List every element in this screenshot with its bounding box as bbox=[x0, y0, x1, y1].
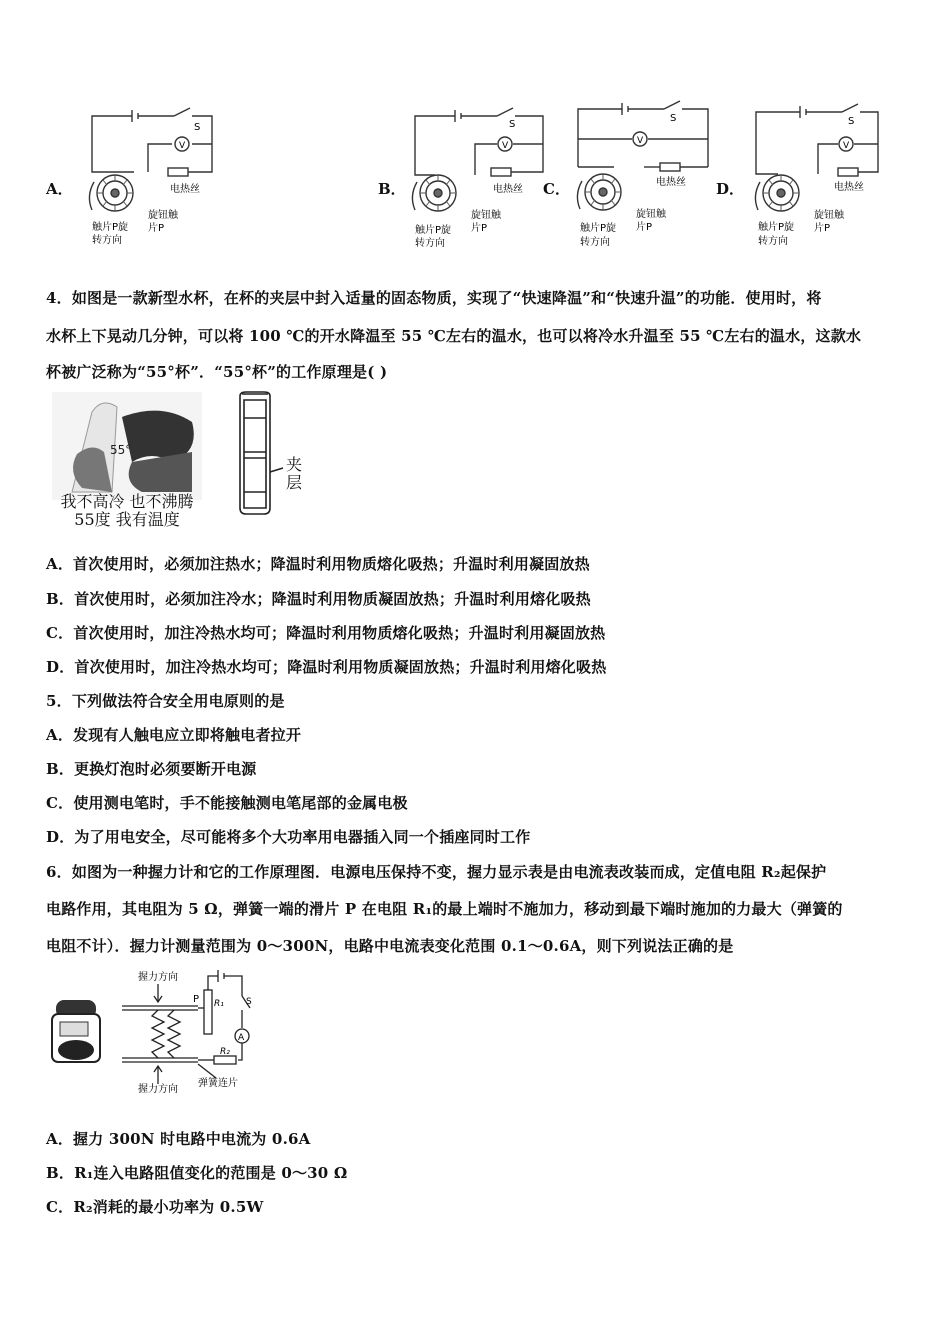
svg-text:片P: 片P bbox=[148, 223, 165, 234]
q6-grip-photo bbox=[46, 994, 106, 1066]
q3-option-b-letter: B． bbox=[378, 180, 406, 198]
q6-option-a[interactable]: A．握力 300N 时电路中电流为 0.6A bbox=[46, 1130, 311, 1148]
q4-photo-caption-1: 我不高冷 也不沸腾 bbox=[60, 492, 194, 511]
svg-text:电热丝: 电热丝 bbox=[656, 177, 686, 188]
svg-text:V: V bbox=[637, 136, 644, 146]
q4-stem-line-1: 4．如图是一款新型水杯，在杯的夹层中封入适量的固态物质，实现了“快速降温”和“快速升温”的功能．使用时，将 bbox=[46, 289, 822, 307]
q5-option-a[interactable]: A．发现有人触电应立即将触电者拉开 bbox=[46, 726, 302, 744]
svg-text:S: S bbox=[670, 113, 677, 124]
q4-option-d[interactable]: D．首次使用时，加注冷热水均可；降温时利用物质凝固放热；升温时利用熔化吸热 bbox=[46, 658, 607, 676]
svg-text:R₁: R₁ bbox=[214, 999, 224, 1009]
svg-text:握力方向: 握力方向 bbox=[138, 1084, 178, 1095]
q3-option-c-letter: C． bbox=[543, 180, 570, 198]
svg-text:片P: 片P bbox=[636, 222, 653, 233]
q4-stem-line-2: 水杯上下晃动几分钟，可以将 100 ℃的开水降温至 55 ℃左右的温水，也可以将冷水升温至 55 ℃左右的温水，这款水 bbox=[46, 327, 862, 345]
q4-cup-diagram bbox=[228, 390, 318, 520]
svg-text:旋钮触: 旋钮触 bbox=[636, 209, 666, 220]
svg-text:A: A bbox=[238, 1033, 245, 1043]
svg-text:V: V bbox=[843, 141, 850, 151]
q4-stem-line-3: 杯被广泛称为“55°杯”．“55°杯”的工作原理是( ) bbox=[46, 363, 388, 381]
svg-text:片P: 片P bbox=[814, 223, 831, 234]
svg-text:旋钮触: 旋钮触 bbox=[814, 210, 844, 221]
q3-option-c-figure bbox=[570, 95, 720, 255]
svg-text:转方向: 转方向 bbox=[415, 238, 445, 249]
svg-text:S: S bbox=[848, 116, 855, 127]
q6-option-c[interactable]: C．R₂消耗的最小功率为 0.5W bbox=[46, 1198, 264, 1216]
q4-option-a[interactable]: A．首次使用时，必须加注热水；降温时利用物质熔化吸热；升温时利用凝固放热 bbox=[46, 555, 590, 573]
svg-text:旋钮触: 旋钮触 bbox=[148, 210, 178, 221]
svg-text:V: V bbox=[502, 141, 509, 151]
svg-text:触片P旋: 触片P旋 bbox=[92, 222, 129, 233]
q4-cup-label-1: 夹 bbox=[286, 455, 303, 474]
q6-stem-line-1: 6．如图为一种握力计和它的工作原理图．电源电压保持不变，握力显示表是由电流表改装而成，定值电阻 R₂起保护 bbox=[46, 863, 827, 881]
svg-text:S: S bbox=[509, 119, 516, 130]
q3-option-a-letter: A． bbox=[46, 180, 73, 198]
svg-text:电热丝: 电热丝 bbox=[834, 182, 864, 193]
svg-text:电热丝: 电热丝 bbox=[493, 184, 523, 195]
svg-text:55°: 55° bbox=[110, 443, 132, 457]
svg-text:旋钮触: 旋钮触 bbox=[471, 210, 501, 221]
svg-text:片P: 片P bbox=[471, 223, 488, 234]
svg-text:S: S bbox=[194, 122, 201, 133]
svg-text:触片P旋: 触片P旋 bbox=[415, 225, 452, 236]
svg-text:触片P旋: 触片P旋 bbox=[758, 222, 795, 233]
q6-stem-line-2: 电路作用，其电阻为 5 Ω，弹簧一端的滑片 P 在电阻 R₁的最上端时不施加力，移动到最下端时施加的力最大（弹簧的 bbox=[46, 900, 843, 918]
q6-stem-line-3: 电阻不计）．握力计测量范围为 0～300N，电路中电流表变化范围 0.1～0.6A，则下列说法正确的是 bbox=[46, 937, 734, 955]
svg-text:触片P旋: 触片P旋 bbox=[580, 223, 617, 234]
q6-option-b[interactable]: B．R₁连入电路阻值变化的范围是 0～30 Ω bbox=[46, 1164, 348, 1182]
q6-circuit-figure bbox=[118, 968, 268, 1096]
q4-option-c[interactable]: C．首次使用时，加注冷热水均可；降温时利用物质熔化吸热；升温时利用凝固放热 bbox=[46, 624, 606, 642]
svg-text:弹簧连片: 弹簧连片 bbox=[198, 1078, 238, 1089]
q5-option-d[interactable]: D．为了用电安全，尽可能将多个大功率用电器插入同一个插座同时工作 bbox=[46, 828, 531, 846]
q5-option-b[interactable]: B．更换灯泡时必须要断开电源 bbox=[46, 760, 257, 778]
q4-cup-label-2: 层 bbox=[286, 473, 303, 492]
svg-text:转方向: 转方向 bbox=[758, 236, 788, 247]
svg-text:R₂: R₂ bbox=[220, 1047, 230, 1057]
svg-text:P: P bbox=[193, 994, 200, 1005]
q5-stem: 5．下列做法符合安全用电原则的是 bbox=[46, 692, 285, 710]
svg-text:电热丝: 电热丝 bbox=[170, 184, 200, 195]
svg-text:V: V bbox=[179, 141, 186, 151]
q3-option-b-figure bbox=[405, 100, 555, 250]
q4-photo-caption-2: 55度 我有温度 bbox=[74, 510, 180, 529]
q3-option-d-letter: D． bbox=[716, 180, 745, 198]
q4-cup-photo bbox=[52, 392, 202, 500]
q5-option-c[interactable]: C．使用测电笔时，手不能接触测电笔尾部的金属电极 bbox=[46, 794, 408, 812]
svg-text:S: S bbox=[246, 997, 252, 1007]
q3-option-d-figure bbox=[748, 98, 898, 253]
q3-option-a-figure bbox=[82, 100, 232, 250]
svg-text:握力方向: 握力方向 bbox=[138, 972, 178, 983]
svg-text:转方向: 转方向 bbox=[580, 237, 610, 248]
q4-option-b[interactable]: B．首次使用时，必须加注冷水；降温时利用物质凝固放热；升温时利用熔化吸热 bbox=[46, 590, 591, 608]
svg-text:转方向: 转方向 bbox=[92, 235, 122, 246]
